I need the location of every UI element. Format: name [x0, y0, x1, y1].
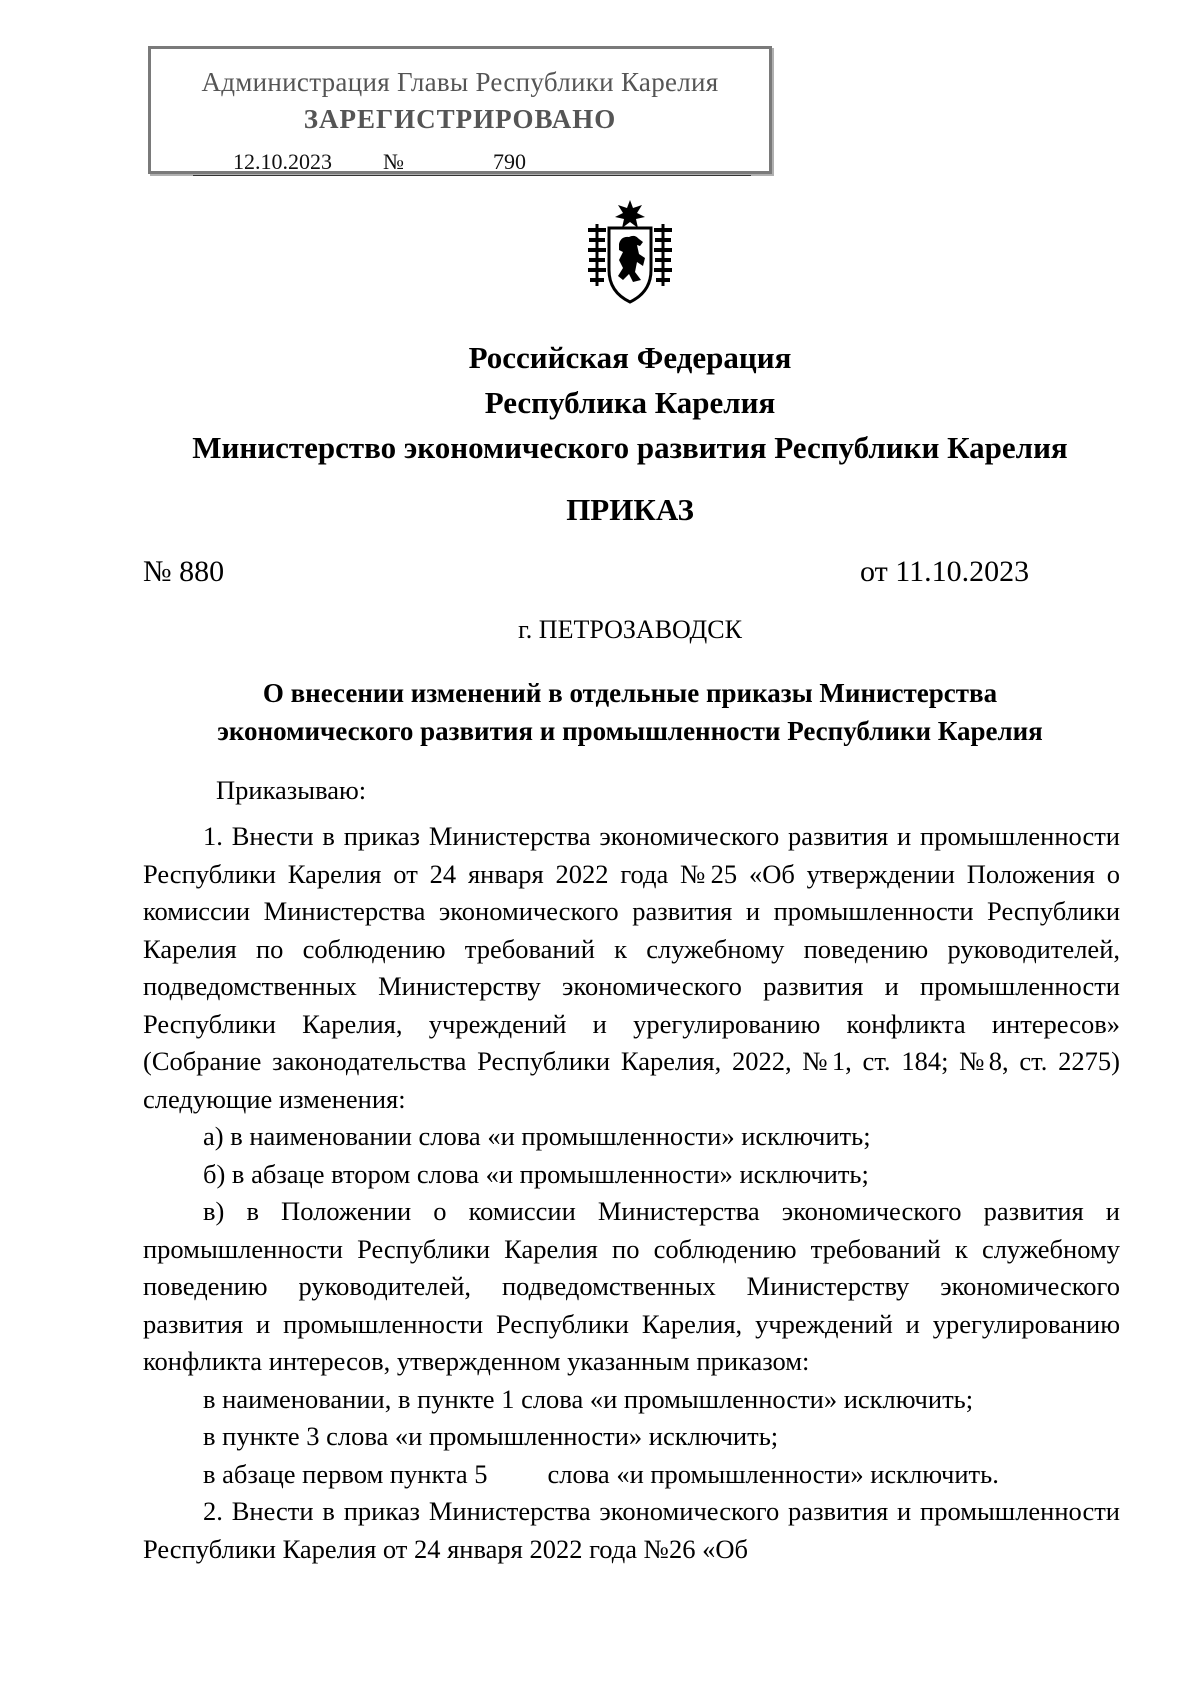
document-type: ПРИКАЗ	[566, 492, 694, 527]
sub-item-3-part-1: в абзаце первом пункта 5	[203, 1458, 488, 1489]
coat-of-arms-icon	[585, 200, 675, 308]
header-country: Российская Федерация	[468, 340, 792, 375]
order-word: Приказываю:	[216, 775, 367, 805]
stamp-registration-line	[193, 149, 751, 176]
paragraph-1: 1. Внести в приказ Министерства экономического развития и промышленности Республики Карелия от 24 января 2022 года №25 «Об утверждении Положения о комиссии Министерства экономического развития и промышленности Республики Карелия по соблюдению требований к служебному поведению руководителей, подведомственных Министерству экономического развития и промышленности Республики Карелия, учреждений и урегулированию конфликта интересов» (Собрание законодательства Республики Карелия, 2022, №1, ст. 184; №8, ст. 2275) следующие изменения:	[143, 821, 1120, 1114]
sub-item-3	[143, 1456, 1120, 1494]
paragraph-2: 2. Внести в приказ Министерства экономического развития и промышленности Республики Карелия от 24 января 2022 года №26 «Об	[143, 1496, 1120, 1564]
item-b: б) в абзаце втором слова «и промышленности» исключить;	[203, 1158, 869, 1189]
subject-line-2: экономического развития и промышленности Республики Карелия	[217, 716, 1043, 746]
stamp-number: 790	[493, 149, 526, 174]
document-date: от 11.10.2023	[860, 555, 1030, 588]
item-v: в) в Положении о комиссии Министерства экономического развития и промышленности Республики Карелия по соблюдению требований к служебному поведению руководителей, подведомственных Министерству экономического развития и промышленности Республики Карелия, учреждений и урегулированию конфликта интересов, утвержденном указанным приказом:	[143, 1196, 1120, 1376]
sub-item-2: в пункте 3 слова «и промышленности» исключить;	[203, 1421, 779, 1451]
header-republic: Республика Карелия	[484, 385, 776, 420]
sub-item-3-part-2: слова «и промышленности» исключить.	[547, 1458, 999, 1489]
stamp-number-sign: №	[383, 149, 404, 174]
stamp-status: ЗАРЕГИСТРИРОВАНО	[303, 104, 617, 134]
subject-line-1: О внесении изменений в отдельные приказы Министерства	[262, 678, 998, 708]
sub-item-1: в наименовании, в пункте 1 слова «и промышленности» исключить;	[203, 1383, 974, 1414]
document-number: № 880	[143, 555, 225, 588]
stamp-date: 12.10.2023	[233, 149, 332, 174]
header-ministry: Министерство экономического развития Республики Карелия	[192, 430, 1068, 465]
item-a: а) в наименовании слова «и промышленности» исключить;	[203, 1121, 871, 1151]
document-subject	[0, 674, 1200, 750]
stamp-organization: Администрация Главы Республики Карелия	[201, 67, 719, 97]
registration-stamp	[148, 46, 772, 174]
document-body	[143, 818, 1120, 1568]
document-city: г. ПЕТРОЗАВОДСК	[518, 615, 742, 644]
